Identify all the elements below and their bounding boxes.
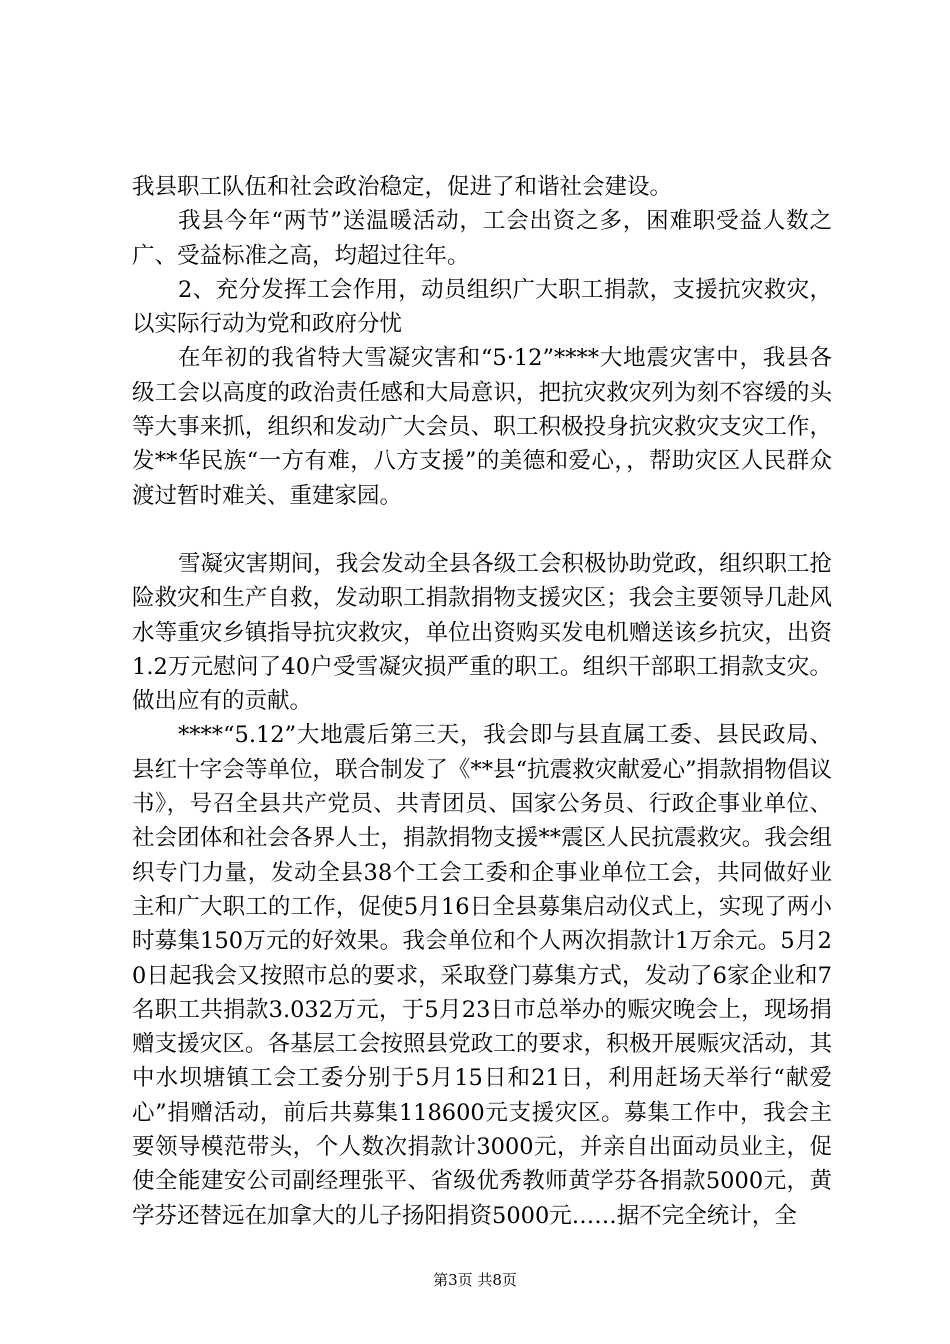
paragraph-snow-disaster: 雪凝灾害期间，我会发动全县各级工会积极协助党政，组织职工抢险救灾和生产自救，发动职工捐款捐物支援灾区；我会主要领导几赴风水等重灾乡镇指导抗灾救灾，单位出资购买发电机赠送该乡抗灾，出资1.2万元慰问了40户受雪凝灾损严重的职工。组织干部职工捐款支灾。做出应有的贡献。 bbox=[132, 550, 832, 715]
paragraph-spacer bbox=[132, 513, 832, 547]
paragraph-earthquake-donations: ****“5.12”大地震后第三天，我会即与县直属工委、县民政局、县红十字会等单位，联合制发了《**县“抗震救灾献爱心”捐款捐物倡议书》，号召全县共产党员、共青团员、国家公务员、行政企事业单位、社会团体和社会各界人士，捐款捐物支援**震区人民抗震救灾。我会组织专门力量，发动全县38个工会工委和企事业单位工会，共同做好业主和广大职工的工作，促使5月16日全县募集启动仪式上，实现了两小时募集150万元的好效果。我会单位和个人两次捐款计1万余元。5月20日起我会又按照市总的要求，采取登门募集方式，发动了6家企业和7名职工共捐款3.032万元，于5月23日市总举办的赈灾晚会上，现场捐赠支援灾区。各基层工会按照县党政工的要求，积极开展赈灾活动，其中水坝塘镇工会工委分别于5月15日和21日，利用赶场天举行“献爱心”捐赠活动，前后共募集118600元支援灾区。募集工作中，我会主要领导模范带头，个人数次捐款计3000元，并亲自出面动员业主，促使全能建安公司副经理张平、省级优秀教师黄学芬各捐款5000元，黄学芬还替远在加拿大的儿子扬阳捐资5000元……据不完全统计，全 bbox=[132, 722, 832, 1229]
page-number-footer: 第3页 共8页 bbox=[433, 1271, 517, 1289]
paragraph-warmth-activity: 我县今年“两节”送温暖活动，工会出资之多，困难职受益人数之广、受益标准之高，均超过往年。 bbox=[132, 208, 832, 269]
section-heading-disaster-relief: 2、充分发挥工会作用，动员组织广大职工捐款，支援抗灾救灾，以实际行动为党和政府分忧 bbox=[132, 276, 832, 338]
paragraph-continuation: 我县职工队伍和社会政治稳定，促进了和谐社会建设。 bbox=[132, 174, 673, 200]
paragraph-disaster-overview: 在年初的我省特大雪凝灾害和“5·12”****大地震灾害中，我县各级工会以高度的政治责任感和大局意识，把抗灾救灾列为刻不容缓的头等大事来抓，组织和发动广大会员、职工积极投身抗灾救灾支灾工作，发**华民族“一方有难，八方支援”的美德和爱心，，帮助灾区人民群众渡过暂时难关、重建家园。 bbox=[132, 345, 832, 509]
document-body bbox=[132, 170, 832, 1233]
